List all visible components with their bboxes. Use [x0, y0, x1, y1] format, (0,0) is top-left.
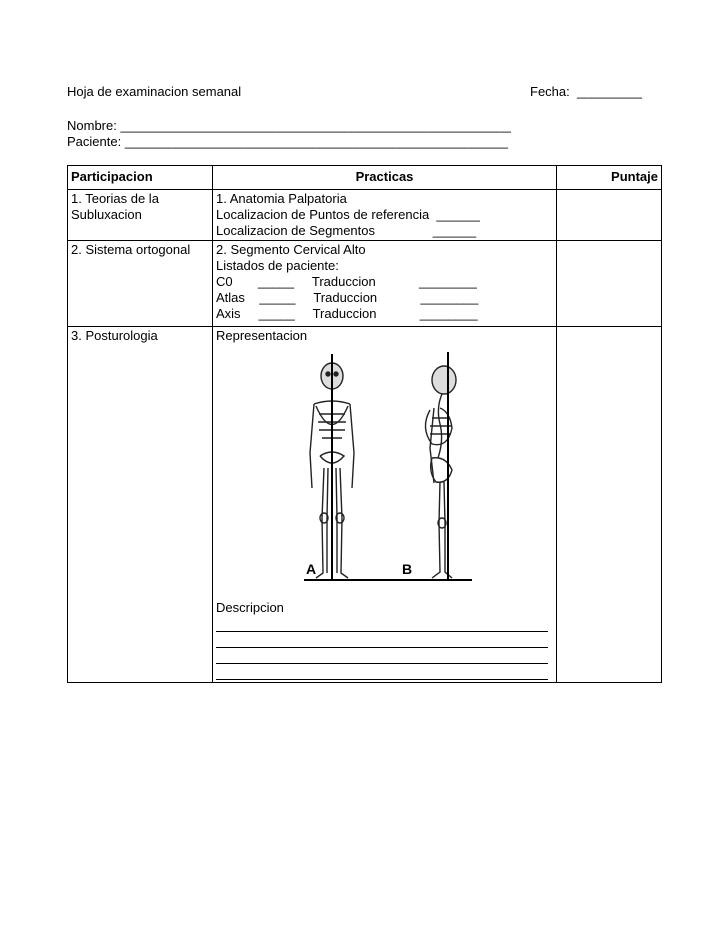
cell-line: Axis _____ Traduccion ________: [216, 306, 478, 321]
exam-table: [67, 165, 662, 683]
description-line: [216, 664, 548, 680]
name-field: Nombre: ______________________________________________________: [67, 118, 511, 133]
posture-skeleton-figure: [302, 348, 474, 586]
cell-line: Atlas _____ Traduccion ________: [216, 290, 479, 305]
patient-field: Paciente: _____________________________________________________: [67, 134, 509, 149]
row2-puntaje: [557, 241, 662, 327]
date-field: Fecha: _________: [530, 84, 643, 99]
header-puntaje: Puntaje: [557, 166, 662, 190]
row2-practicas: [213, 241, 557, 327]
page-title: Hoja de examinacion semanal: [67, 84, 242, 99]
table-header-row: [68, 166, 662, 190]
row3-puntaje: [557, 327, 662, 683]
description-line: [216, 616, 548, 632]
cell-line: Localizacion de Puntos de referencia ______: [216, 207, 480, 222]
figure-label-a: A: [306, 561, 317, 577]
cell-line: 2. Segmento Cervical Alto: [216, 242, 366, 257]
row3-practicas: [213, 327, 557, 683]
row1-participacion: [68, 190, 213, 241]
table-row: [68, 241, 662, 327]
cell-line: 1. Anatomia Palpatoria: [216, 191, 347, 206]
description-line: [216, 632, 548, 648]
cell-line: Descripcion: [216, 600, 284, 615]
row2-participacion: [68, 241, 213, 327]
cell-line: C0 _____ Traduccion ________: [216, 274, 477, 289]
row1-practicas: [213, 190, 557, 241]
table-row: [68, 190, 662, 241]
header-participacion: Participacion: [68, 166, 213, 190]
description-line: [216, 648, 548, 664]
cell-line: Representacion: [216, 328, 308, 343]
cell-line: 1. Teorias de la: [71, 191, 159, 206]
cell-line: 2. Sistema ortogonal: [71, 242, 191, 257]
row1-puntaje: [557, 190, 662, 241]
cell-line: 3. Posturologia: [71, 328, 158, 343]
figure-label-b: B: [402, 561, 413, 577]
header-practicas: Practicas: [213, 166, 557, 190]
row3-participacion: [68, 327, 213, 683]
cell-line: Listados de paciente:: [216, 258, 339, 273]
cell-line: Subluxacion: [71, 207, 142, 222]
table-row: [68, 327, 662, 683]
cell-line: Localizacion de Segmentos ______: [216, 223, 477, 238]
